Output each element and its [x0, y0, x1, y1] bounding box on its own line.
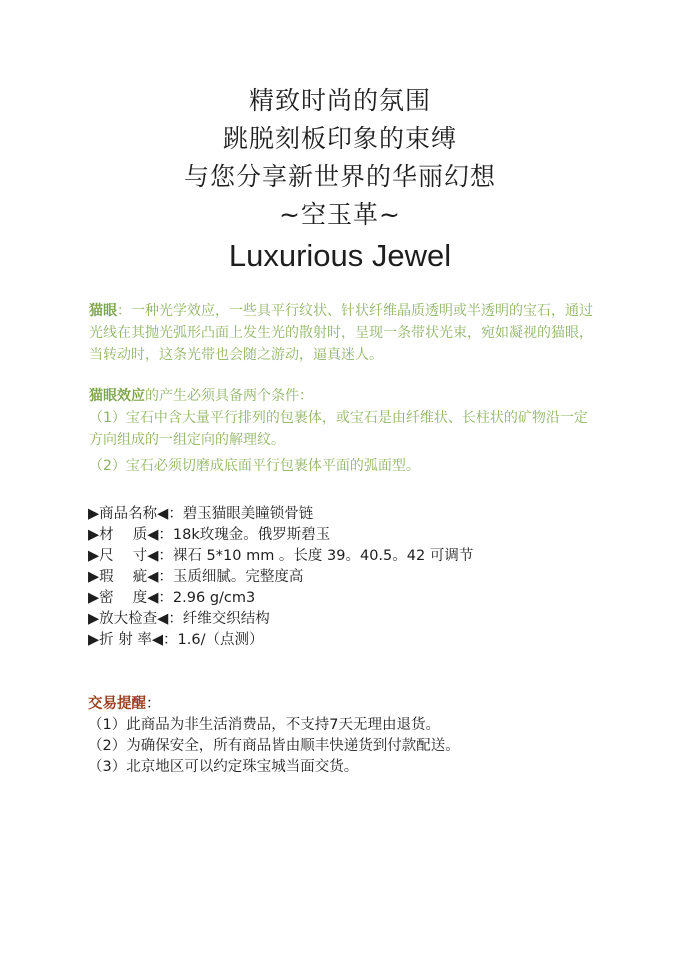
spec-label: ▶尺 寸◀: [88, 548, 159, 564]
condition-item: （1）宝石中含大量平行排列的包裹体，或宝石是由纤维状、长柱状的矿物沿一定方向组成的一组定向的解理纹。: [89, 410, 588, 448]
spec-label: ▶商品名称◀: [88, 506, 169, 522]
title-line-3: 与您分享新世界的华丽幻想: [183, 162, 496, 191]
title-line-2: 跳脱刻板印象的束缚: [222, 124, 457, 153]
spec-label: ▶材 质◀: [88, 527, 159, 543]
notice-item: （2）为确保安全，所有商品皆由顺丰快递货到付款配送。: [88, 738, 460, 754]
spec-row: [88, 630, 473, 651]
title-line-1: 精致时尚的氛围: [248, 86, 431, 115]
spec-value: ：碧玉猫眼美瞳锁骨链: [168, 506, 314, 522]
spec-value: ：1.6/（点测）: [163, 632, 264, 648]
conditions-section: [89, 385, 599, 477]
spec-row: [88, 609, 473, 630]
notice-item: （3）北京地区可以约定珠宝城当面交货。: [88, 759, 359, 775]
spec-row: [88, 546, 473, 567]
spec-label: ▶折 射 率◀: [88, 632, 164, 648]
spec-value: ：裸石 5*10 mm 。长度 39。40.5。42 可调节: [158, 548, 474, 564]
notice-title: 交易提醒: [88, 696, 146, 712]
title-block: [0, 82, 680, 276]
notice-heading: [88, 694, 460, 715]
spec-value: ：玉质细腻。完整度高: [158, 569, 304, 585]
cats-eye-definition: [89, 300, 599, 366]
spec-value: ：纤维交织结构: [168, 611, 270, 627]
conditions-lead-text: 的产生必须具备两个条件：: [145, 388, 313, 404]
conditions-term: 猫眼效应: [89, 388, 145, 404]
spec-label: ▶放大检查◀: [88, 611, 169, 627]
cats-eye-text: ：一种光学效应，一些具平行纹状、针状纤维晶质透明或半透明的宝石，通过光线在其抛光弧形凸面上发生光的散射时，呈现一条带状光束，宛如凝视的猫眼，当转动时，这条光带也会随之游动，逼真迷人。: [89, 303, 593, 363]
title-line-4: ~空玉革~: [279, 200, 401, 229]
condition-item: （2）宝石必须切磨成底面平行包裹体平面的弧面型。: [89, 458, 420, 474]
spec-label: ▶密 度◀: [88, 590, 159, 606]
spec-row: [88, 525, 473, 546]
english-title: Luxurious Jewel: [228, 238, 452, 273]
spec-label: ▶瑕 疵◀: [88, 569, 159, 585]
spec-list: [88, 504, 473, 651]
cats-eye-term: 猫眼: [89, 303, 117, 319]
spec-row: [88, 588, 473, 609]
spec-value: ：18k玫瑰金。俄罗斯碧玉: [158, 527, 331, 543]
spec-row: [88, 504, 473, 525]
notice-item: （1）此商品为非生活消费品，不支持7天无理由退货。: [88, 717, 440, 733]
trade-notice: [88, 694, 460, 778]
notice-colon: ：: [146, 696, 161, 712]
spec-value: ：2.96 g/cm3: [158, 590, 256, 606]
spec-row: [88, 567, 473, 588]
conditions-lead: [89, 385, 599, 407]
